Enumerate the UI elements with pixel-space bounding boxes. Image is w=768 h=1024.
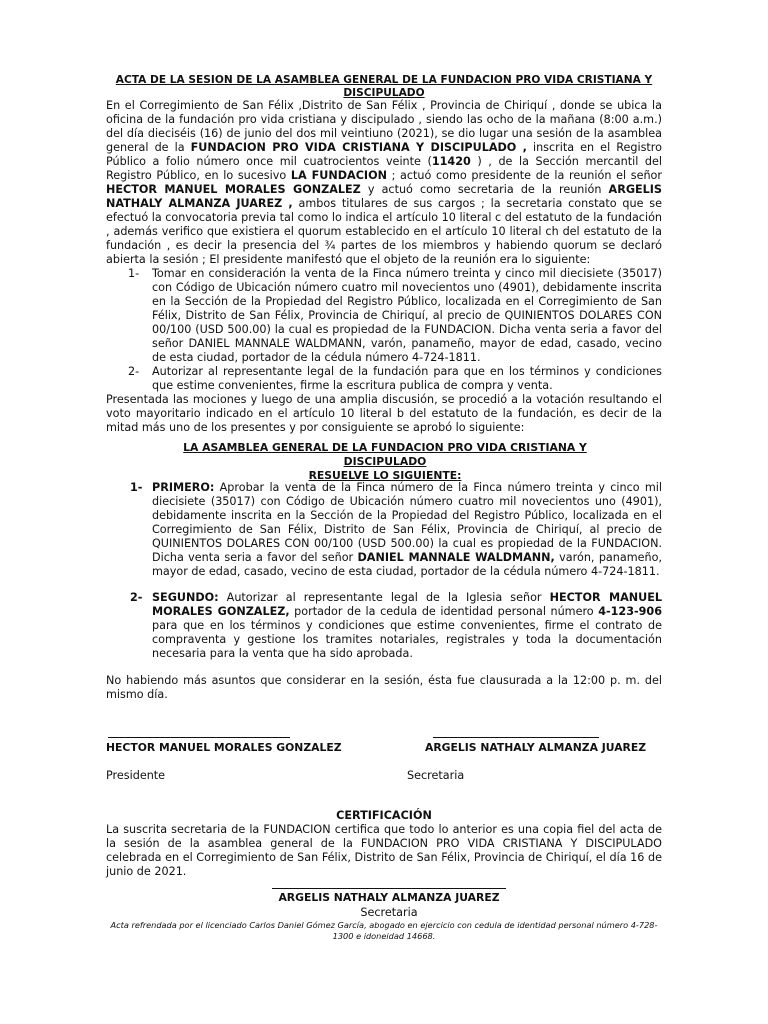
intro-text: inscrita en el Registro Público a folio número once mil cuatrocientos veinte ( [106, 141, 662, 168]
id-number: 4-123-906 [598, 605, 662, 618]
secretary-role: Secretaria [407, 769, 465, 782]
certification-text: La suscrita secretaria de la FUNDACION certifica que todo lo anterior es una copia fiel del acta de la sesión de la asamblea general de la FUNDACION PRO VIDA CRISTIANA Y DISCIPULADO celebrada en el Corregimiento de San Félix, Distrito de San Félix, Provincia de Chiriquí, el día 16 de junio de 2021. [106, 823, 662, 878]
intro-text: ) , de la Sección mercantil del Registro Público, en lo sucesivo [106, 155, 662, 182]
agenda-item [128, 365, 662, 393]
resolution-heading [140, 441, 630, 483]
agenda-item-text: Tomar en consideración la venta de la Finca número treinta y cinco mil diecisiete (35017) con Código de Ubicación número cuatro mil novecientos uno (4901), debidamente inscrita en la Sección de la Propiedad del Registro Público, localizada en el Corregimiento de San Félix, Distrito de San Félix, Provincia de Chiriquí, al precio de QUINIENTOS DOLARES CON 00/100 (USD 500.00) la cual es propiedad de la FUNDACION. Dicha venta seria a favor del señor DANIEL MANNALE WALDMANN, varón, panameño, mayor de edad, casado, vecino de esta ciudad, portador de la cédula número 4-724-1811. [152, 267, 662, 364]
agenda-item [128, 267, 662, 365]
resolution-number: 2- [130, 591, 143, 604]
certifier-signature-line [272, 888, 506, 889]
resolution-second [130, 591, 662, 661]
certifier-name: ARGELIS NATHALY ALMANZA JUAREZ [278, 891, 500, 904]
agenda-item-number: 1- [128, 267, 140, 280]
certification-title: CERTIFICACIÓN [336, 809, 432, 822]
resolution-text: PRIMERO: Aprobar la venta de la Finca número de la Finca número treinta y cinco mil diecisiete (35017) con Código de Ubicación número cuatro mil novecientos uno (4901), debidamente inscrita en la Sección de la Propiedad del Registro Público, localizada en el Corregimiento de San Félix, Distrito de San Félix, Provincia de Chiriquí, al precio de QUINIENTOS DOLARES CON 00/100 (USD 500.00) la cual es propiedad de la FUNDACION. Dicha venta seria a favor del señor DANIEL MANNALE WALDMANN, varón, panameño, mayor de edad, casado, vecino de esta ciudad, portador de la cédula número 4-724-1811. [152, 481, 662, 578]
foundation-name: FUNDACION PRO VIDA CRISTIANA Y DISCIPULADO , [190, 141, 527, 154]
agenda-item-text: Autorizar al representante legal de la fundación para que en los términos y condiciones que estime convenientes, firme la escritura publica de compra y venta. [152, 365, 662, 392]
resolution-number: 1- [130, 481, 143, 494]
foundation-alias: LA FUNDACION [290, 169, 387, 182]
certifier-role: Secretaria [360, 906, 418, 919]
intro-text: y actuó como secretaria de la reunión [360, 183, 609, 196]
president-signature-line [108, 737, 290, 738]
resolution-heading-line: RESUELVE LO SIGUIENTE: [308, 469, 462, 482]
resolution-first [130, 481, 662, 579]
representative-name: HECTOR MANUEL MORALES GONZALEZ, [152, 591, 662, 618]
secretary-signature-line [433, 737, 599, 738]
document-title: ACTA DE LA SESION DE LA ASAMBLEA GENERAL DE LA FUNDACION PRO VIDA CRISTIANA Y DISCIPULADO [115, 74, 653, 99]
resolution-heading-line: LA ASAMBLEA GENERAL DE LA FUNDACION PRO VIDA CRISTIANA Y DISCIPULADO [183, 441, 587, 468]
agenda-list [106, 267, 662, 393]
president-name: HECTOR MANUEL MORALES GONZALEZ [106, 741, 342, 754]
folio-number: 11420 [431, 155, 471, 168]
intro-paragraph [106, 99, 662, 267]
intro-section [106, 99, 662, 435]
resolution-text: SEGUNDO: Autorizar al representante legal de la Iglesia señor HECTOR MANUEL MORALES GONZALEZ, portador de la cedula de identidad personal número 4-123-906 para que en los términos y condiciones que estime convenientes, firme el contrato de compraventa y gestione los tramites notariales, registrales y toda la documentación necesaria para la venta que ha sido aprobada. [152, 591, 662, 660]
intro-text: ambos titulares de sus cargos ; la secretaria constato que se efectuó la convocatoria previa tal como lo indica el artículo 10 literal c del estatuto de la fundación , además verifico que existiera el quorum establecido en el artículo 10 literal ch del estatuto de la fundación , es decir la presencia del ¾ partes de los miembros y habiendo quorum se declaró abierta la sesión ; El presidente manifestó que el objeto de la reunión era lo siguiente: [106, 197, 662, 266]
secretary-name-inline: ARGELIS NATHALY ALMANZA JUAREZ , [106, 183, 662, 210]
secretary-name: ARGELIS NATHALY ALMANZA JUAREZ [425, 741, 647, 754]
buyer-name: DANIEL MANNALE WALDMANN, [357, 551, 555, 564]
vote-paragraph: Presentada las mociones y luego de una amplia discusión, se procedió a la votación resultando el voto mayoritario indicado en el artículo 10 literal b del estatuto de la fundación, es decir de la mitad más uno de los presentes y por consiguiente se aprobó lo siguiente: [106, 393, 662, 434]
president-role: Presidente [106, 769, 166, 782]
resolution-label: PRIMERO: [152, 481, 215, 494]
intro-text: ; actuó como presidente de la reunión el señor [386, 169, 662, 182]
closing-paragraph: No habiendo más asuntos que considerar en la sesión, ésta fue clausurada a la 12:00 p. m. del mismo día. [106, 674, 662, 701]
resolution-label: SEGUNDO: [152, 591, 219, 604]
president-name-inline: HECTOR MANUEL MORALES GONZALEZ [106, 183, 361, 196]
endorsement-footnote: Acta refrendada por el licenciado Carlos Daniel Gómez García, abogado en ejercicio con cedula de identidad personal número 4-728-1300 e idoneidad 14668. [110, 920, 658, 941]
agenda-item-number: 2- [128, 365, 140, 378]
intro-text: En el Corregimiento de San Félix ,Distrito de San Félix , Provincia de Chiriquí , donde se ubica la oficina de la fundación pro vida cristiana y discipulado , siendo las ocho de la mañana (8:00 a.m.) del día dieciséis (16) de junio del dos mil veintiuno (2021), se dio lugar una sesión de la asamblea general de la [106, 99, 662, 154]
